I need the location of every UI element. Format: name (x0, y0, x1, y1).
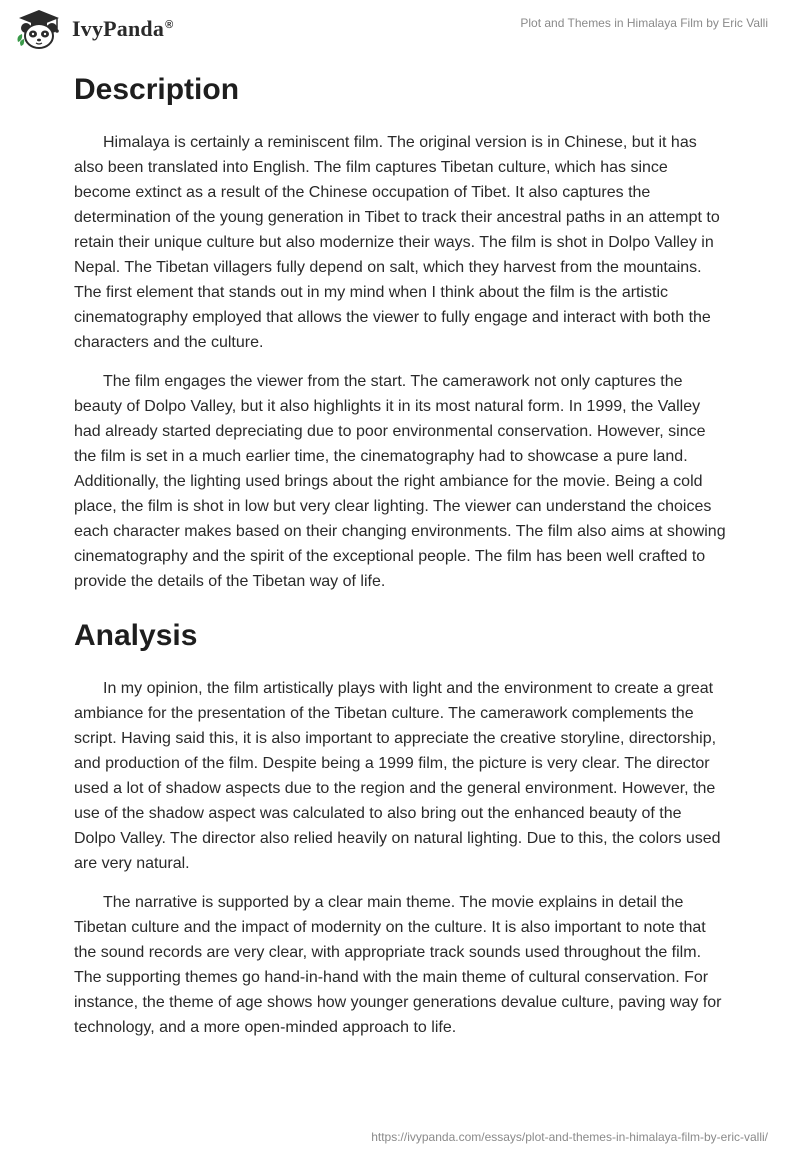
logo-wordmark: IvyPanda® (72, 16, 174, 41)
document-title: Plot and Themes in Himalaya Film by Eric Valli (520, 16, 768, 30)
essay-content (74, 70, 726, 1054)
section-heading-description: Description (74, 73, 240, 106)
ivypanda-logo[interactable] (14, 8, 173, 50)
paragraph: The narrative is supported by a clear main theme. The movie explains in detail the Tibetan culture and the impact of modernity on the culture. It is also important to note that the sound records are very clear, with appropriate track sounds used throughout the film. The supporting themes go hand-in-hand with the main theme of cultural conservation. For instance, the theme of age shows how younger generations devalue culture, paving way for technology, and a more open-minded approach to life. (74, 894, 722, 1036)
section-heading-analysis: Analysis (74, 619, 198, 652)
panda-graduation-cap-icon (14, 8, 64, 50)
source-url[interactable]: https://ivypanda.com/essays/plot-and-themes-in-himalaya-film-by-eric-valli/ (371, 1130, 768, 1144)
paragraph: In my opinion, the film artistically plays with light and the environment to create a great ambiance for the presentation of the Tibetan culture. The camerawork complements the script. Having said this, it is also important to appreciate the creative storyline, directorship, and production of the film. Despite being a 1999 film, the picture is very clear. The director used a lot of shadow aspects due to the region and the general environment. However, the use of the shadow aspect was calculated to also bring out the enhanced beauty of the Dolpo Valley. The director also relied heavily on natural lighting. Due to this, the colors used are very natural. (74, 680, 721, 872)
page-header (0, 0, 800, 60)
paragraph: Himalaya is certainly a reminiscent film. The original version is in Chinese, but it has also been translated into English. The film captures Tibetan culture, which has since become extinct as a result of the Chinese occupation of Tibet. It also captures the determination of the young generation in Tibet to track their ancestral paths in an attempt to retain their unique culture but also modernize their ways. The film is shot in Dolpo Valley in Nepal. The Tibetan villagers fully depend on salt, which they harvest from the mountains. The first element that stands out in my mind when I think about the film is the artistic cinematography employed that allows the viewer to fully engage and interact with both the characters and the culture. (74, 134, 720, 351)
paragraph: The film engages the viewer from the start. The camerawork not only captures the beauty of Dolpo Valley, but it also highlights it in its most natural form. In 1999, the Valley had already started depreciating due to poor environmental conservation. However, since the film is set in a much earlier time, the cinematography had to showcase a pure land. Additionally, the lighting used brings about the right ambiance for the movie. Being a cold place, the film is shot in low but very clear lighting. The viewer can understand the choices each character makes based on their changing environments. The film also aims at showing cinematography and the spirit of the exceptional people. The film has been well crafted to provide the details of the Tibetan way of life. (74, 373, 726, 590)
